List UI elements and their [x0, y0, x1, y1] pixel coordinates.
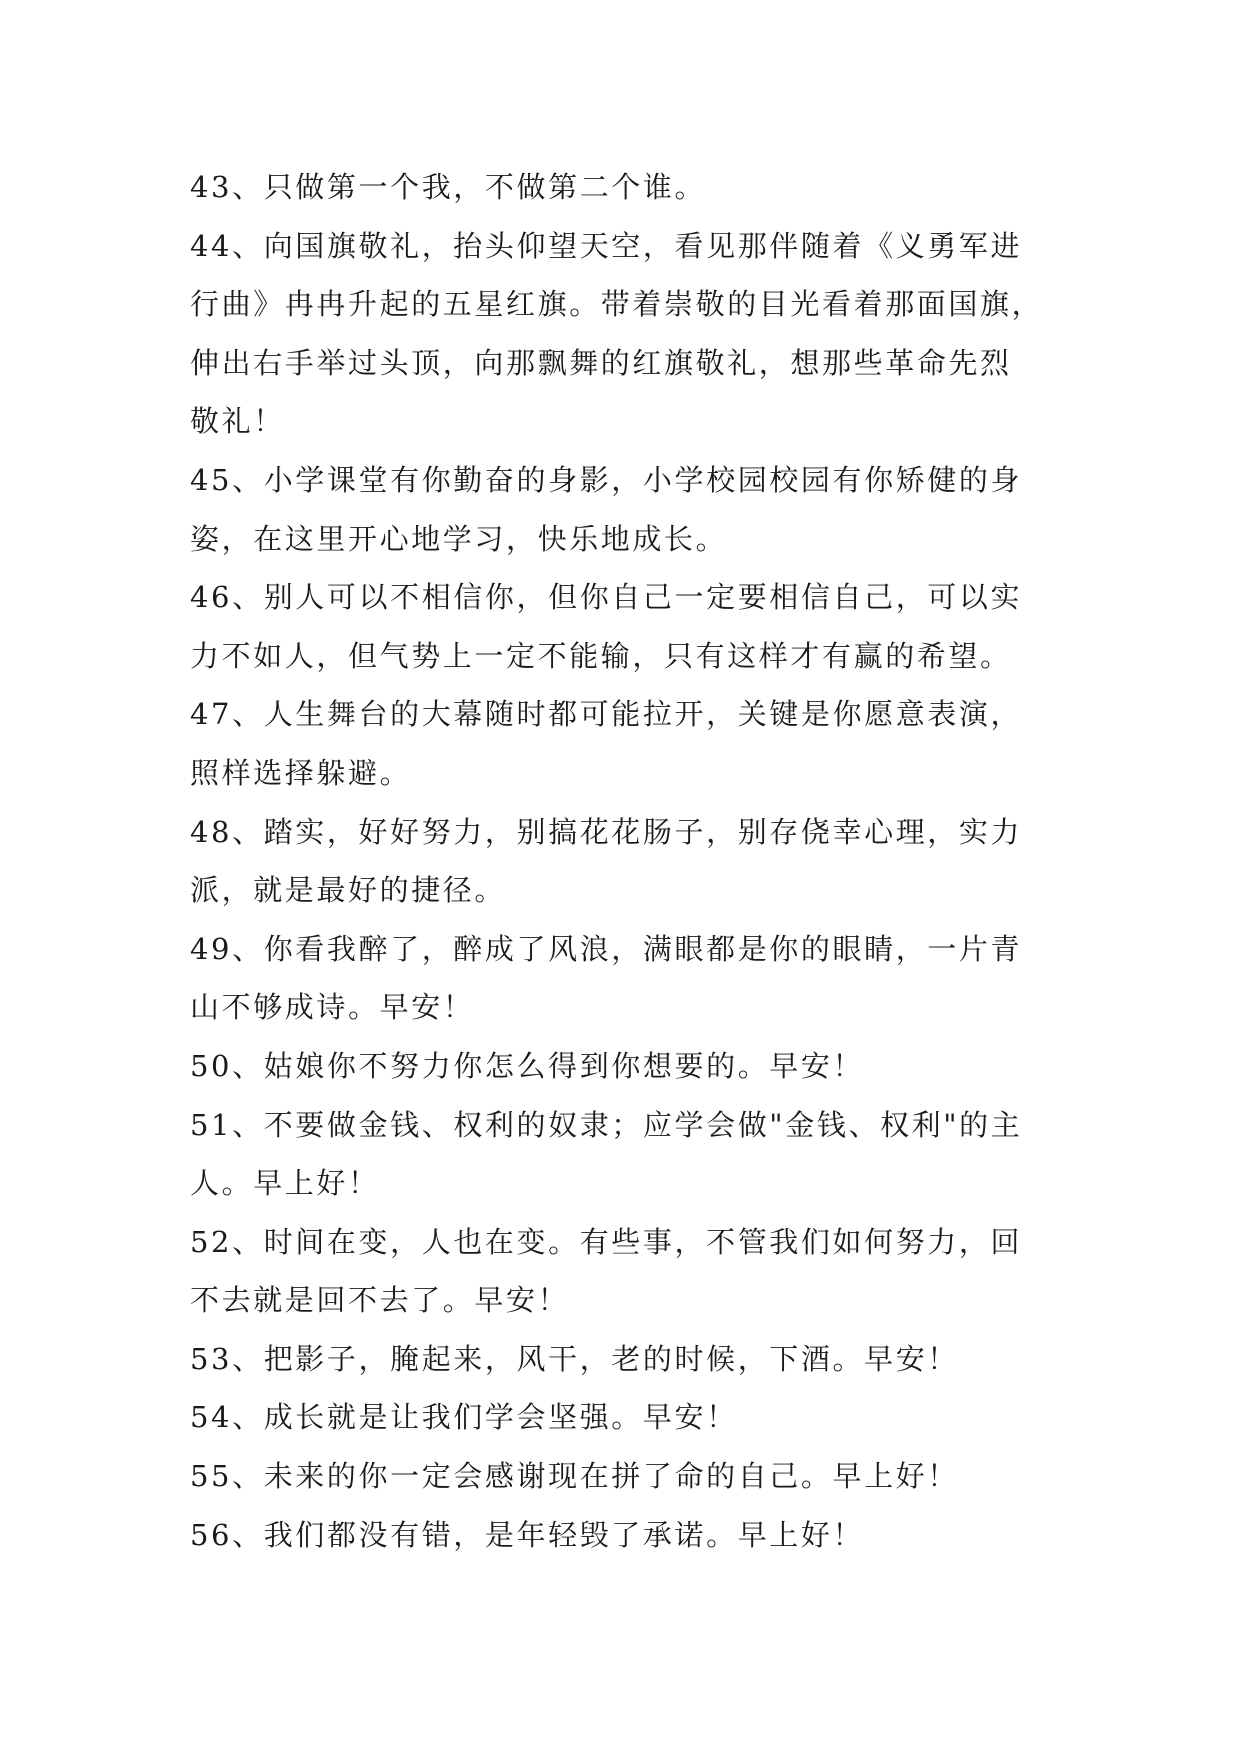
- text-line-12: 48、踏实，好好努力，别搞花花肠子，别存侥幸心理，实力: [190, 814, 1023, 849]
- text-line-11: 照样选择躲避。: [190, 755, 412, 790]
- text-line-18: 人。早上好！: [190, 1166, 380, 1201]
- text-line-4: 伸出右手举过头顶，向那飘舞的红旗敬礼，想那些革命先烈: [190, 345, 1012, 380]
- text-line-20: 不去就是回不去了。早安！: [190, 1283, 570, 1318]
- text-line-23: 55、未来的你一定会感谢现在拼了命的自己。早上好！: [190, 1459, 959, 1494]
- text-line-9: 力不如人，但气势上一定不能输，只有这样才有赢的希望。: [190, 638, 1012, 673]
- text-line-8: 46、别人可以不相信你，但你自己一定要相信自己，可以实: [190, 580, 1023, 615]
- document-body: [190, 158, 1090, 1564]
- text-line-14: 49、你看我醉了，醉成了风浪，满眼都是你的眼睛，一片青: [190, 931, 1023, 966]
- text-line-16: 50、姑娘你不努力你怎么得到你想要的。早安！: [190, 1048, 865, 1083]
- text-line-19: 52、时间在变，人也在变。有些事，不管我们如何努力，回: [190, 1224, 1023, 1259]
- text-line-6: 45、小学课堂有你勤奋的身影，小学校园校园有你矫健的身: [190, 462, 1023, 497]
- text-line-24: 56、我们都没有错，是年轻毁了承诺。早上好！: [190, 1517, 865, 1552]
- text-line-15: 山不够成诗。早安！: [190, 990, 475, 1025]
- text-line-21: 53、把影子，腌起来，风干，老的时候，下酒。早安！: [190, 1341, 959, 1376]
- text-line-5: 敬礼！: [190, 404, 285, 439]
- text-line-17: 51、不要做金钱、权利的奴隶；应学会做"金钱、权利"的主: [190, 1107, 1023, 1142]
- text-line-13: 派，就是最好的捷径。: [190, 873, 507, 908]
- text-line-3: 行曲》冉冉升起的五星红旗。带着崇敬的目光看着那面国旗，: [190, 287, 1044, 322]
- text-line-10: 47、人生舞台的大幕随时都可能拉开，关键是你愿意表演，: [190, 697, 1023, 732]
- text-line-1: 43、只做第一个我，不做第二个谁。: [190, 170, 707, 204]
- text-line-22: 54、成长就是让我们学会坚强。早安！: [190, 1400, 738, 1435]
- text-line-2: 44、向国旗敬礼，抬头仰望天空，看见那伴随着《义勇军进: [190, 228, 1023, 263]
- text-line-7: 姿，在这里开心地学习，快乐地成长。: [190, 521, 728, 556]
